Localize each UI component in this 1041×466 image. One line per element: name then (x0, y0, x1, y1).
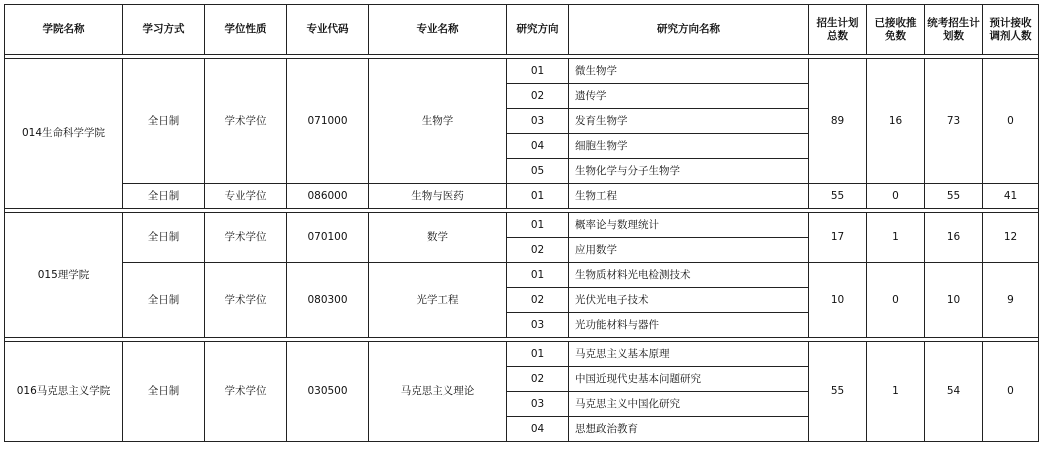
study-mode-cell: 全日制 (123, 263, 205, 338)
direction-code-cell: 02 (507, 84, 569, 109)
transfer-cell: 12 (983, 213, 1039, 263)
header-exempted-line2: 免数 (885, 29, 906, 42)
enrollment-plan-table (4, 4, 1039, 442)
direction-code-cell: 01 (507, 213, 569, 238)
direction-name-cell: 生物质材料光电检测技术 (569, 263, 809, 288)
direction-name-cell: 概率论与数理统计 (569, 213, 809, 238)
direction-code-cell: 03 (507, 392, 569, 417)
table-row (5, 213, 1039, 238)
direction-name-cell: 光功能材料与器件 (569, 313, 809, 338)
major-name-cell: 光学工程 (369, 263, 507, 338)
direction-code-cell: 04 (507, 134, 569, 159)
major-code-cell: 086000 (287, 184, 369, 209)
direction-code-cell: 01 (507, 184, 569, 209)
exempted-cell: 0 (867, 263, 925, 338)
direction-name-cell: 生物化学与分子生物学 (569, 159, 809, 184)
plan-total-cell: 17 (809, 213, 867, 263)
header-row (5, 5, 1039, 55)
exempted-cell: 1 (867, 213, 925, 263)
major-code-cell: 030500 (287, 342, 369, 442)
direction-code-cell: 01 (507, 263, 569, 288)
major-name-cell: 数学 (369, 213, 507, 263)
direction-code-cell: 04 (507, 417, 569, 442)
direction-name-cell: 遗传学 (569, 84, 809, 109)
direction-name-cell: 细胞生物学 (569, 134, 809, 159)
direction-code-cell: 01 (507, 59, 569, 84)
header-plan-total-line2: 总数 (827, 29, 848, 42)
header-plan-total-line1: 招生计划 (816, 16, 859, 29)
header-exempted (867, 5, 925, 55)
header-study-mode: 学习方式 (123, 5, 205, 55)
header-exempted-line1: 已接收推 (874, 16, 917, 29)
transfer-cell: 0 (983, 342, 1039, 442)
transfer-cell: 9 (983, 263, 1039, 338)
direction-name-cell: 应用数学 (569, 238, 809, 263)
degree-type-cell: 学术学位 (205, 213, 287, 263)
major-code-cell: 080300 (287, 263, 369, 338)
table-row (5, 184, 1039, 209)
header-exam-plan-line2: 划数 (943, 29, 964, 42)
transfer-cell: 0 (983, 59, 1039, 184)
direction-code-cell: 03 (507, 109, 569, 134)
college-name-cell: 015理学院 (5, 213, 123, 338)
direction-code-cell: 05 (507, 159, 569, 184)
exempted-cell: 16 (867, 59, 925, 184)
header-transfer (983, 5, 1039, 55)
study-mode-cell: 全日制 (123, 342, 205, 442)
study-mode-cell: 全日制 (123, 184, 205, 209)
direction-code-cell: 03 (507, 313, 569, 338)
direction-code-cell: 02 (507, 238, 569, 263)
direction-name-cell: 思想政治教育 (569, 417, 809, 442)
header-major-name: 专业名称 (369, 5, 507, 55)
major-name-cell: 生物与医药 (369, 184, 507, 209)
plan-total-cell: 89 (809, 59, 867, 184)
degree-type-cell: 学术学位 (205, 342, 287, 442)
header-college: 学院名称 (5, 5, 123, 55)
header-plan-total (809, 5, 867, 55)
college-name-cell: 014生命科学学院 (5, 59, 123, 209)
transfer-cell: 41 (983, 184, 1039, 209)
plan-total-cell: 55 (809, 184, 867, 209)
direction-code-cell: 02 (507, 288, 569, 313)
major-code-cell: 071000 (287, 59, 369, 184)
direction-code-cell: 02 (507, 367, 569, 392)
table-row (5, 342, 1039, 367)
major-name-cell: 生物学 (369, 59, 507, 184)
exempted-cell: 0 (867, 184, 925, 209)
table-row (5, 59, 1039, 84)
exempted-cell: 1 (867, 342, 925, 442)
direction-name-cell: 生物工程 (569, 184, 809, 209)
exam-plan-cell: 73 (925, 59, 983, 184)
direction-name-cell: 中国近现代史基本问题研究 (569, 367, 809, 392)
header-exam-plan (925, 5, 983, 55)
header-direction-name: 研究方向名称 (569, 5, 809, 55)
table-row (5, 263, 1039, 288)
study-mode-cell: 全日制 (123, 213, 205, 263)
degree-type-cell: 学术学位 (205, 263, 287, 338)
major-code-cell: 070100 (287, 213, 369, 263)
header-transfer-line1: 预计接收 (989, 16, 1032, 29)
header-major-code: 专业代码 (287, 5, 369, 55)
header-exam-plan-line1: 统考招生计 (927, 16, 980, 29)
study-mode-cell: 全日制 (123, 59, 205, 184)
degree-type-cell: 专业学位 (205, 184, 287, 209)
direction-code-cell: 01 (507, 342, 569, 367)
exam-plan-cell: 55 (925, 184, 983, 209)
direction-name-cell: 马克思主义基本原理 (569, 342, 809, 367)
direction-name-cell: 马克思主义中国化研究 (569, 392, 809, 417)
enrollment-plan-sheet (4, 4, 1038, 464)
direction-name-cell: 光伏光电子技术 (569, 288, 809, 313)
header-transfer-line2: 调剂人数 (989, 29, 1032, 42)
header-degree-type: 学位性质 (205, 5, 287, 55)
plan-total-cell: 55 (809, 342, 867, 442)
direction-name-cell: 发育生物学 (569, 109, 809, 134)
table-body (5, 55, 1039, 442)
header-direction-code: 研究方向 (507, 5, 569, 55)
degree-type-cell: 学术学位 (205, 59, 287, 184)
exam-plan-cell: 10 (925, 263, 983, 338)
college-name-cell: 016马克思主义学院 (5, 342, 123, 442)
exam-plan-cell: 16 (925, 213, 983, 263)
plan-total-cell: 10 (809, 263, 867, 338)
direction-name-cell: 微生物学 (569, 59, 809, 84)
exam-plan-cell: 54 (925, 342, 983, 442)
major-name-cell: 马克思主义理论 (369, 342, 507, 442)
